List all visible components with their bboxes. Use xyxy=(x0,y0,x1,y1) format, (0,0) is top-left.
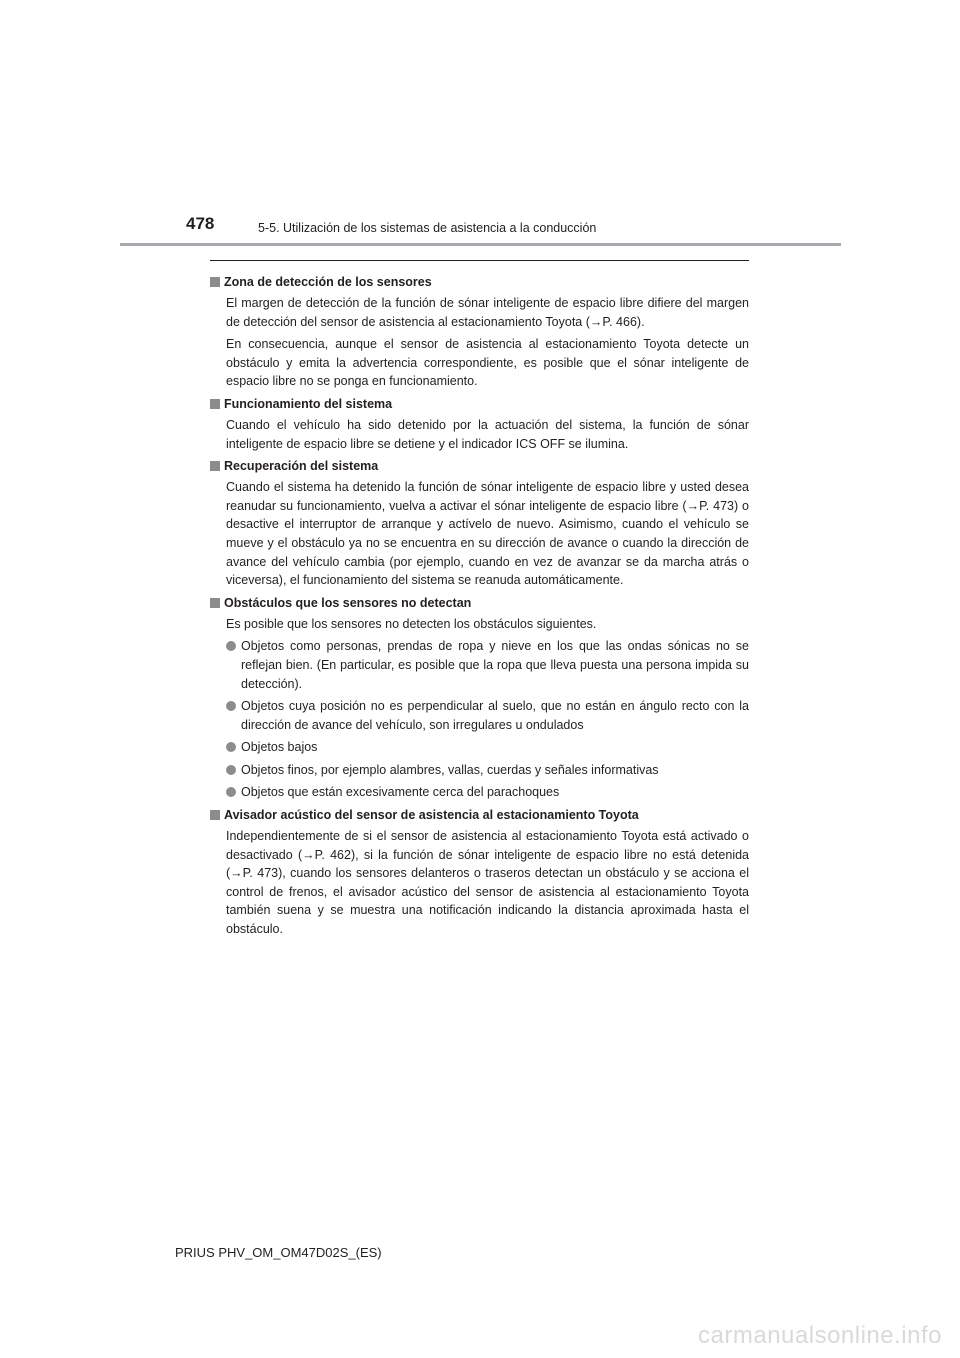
list-item xyxy=(226,738,749,757)
page-header xyxy=(0,0,960,250)
square-bullet-icon xyxy=(210,461,220,471)
square-bullet-icon xyxy=(210,810,220,820)
list-item-text: Objetos como personas, prendas de ropa y nieve en los que las ondas sónicas no se reflejan bien. (En particular, es posible que la ropa que lleva puesta una persona impida su detección). xyxy=(241,639,749,691)
section-parking-assist-buzzer xyxy=(210,807,749,939)
section-system-operation xyxy=(210,396,749,453)
list-item xyxy=(226,783,749,802)
section-title: 5-5. Utilización de los sistemas de asistencia a la conducción xyxy=(258,221,597,235)
paragraph: Cuando el vehículo ha sido detenido por la actuación del sistema, la función de sónar inteligente de espacio libre se detiene y el indicador ICS OFF se ilumina. xyxy=(226,417,749,451)
square-bullet-icon xyxy=(210,399,220,409)
circle-bullet-icon xyxy=(226,787,236,797)
document-id: PRIUS PHV_OM_OM47D02S_(ES) xyxy=(175,1245,382,1260)
list-item xyxy=(226,761,749,780)
square-bullet-icon xyxy=(210,598,220,608)
list-item-text: Objetos cuya posición no es perpendicular al suelo, que no están en ángulo recto con la dirección de avance del vehículo, son irregulares u ondulados xyxy=(241,699,749,732)
list-item-text: Objetos que están excesivamente cerca del parachoques xyxy=(241,785,560,800)
section-title-text: Obstáculos que los sensores no detectan xyxy=(224,595,472,610)
paragraph: Es posible que los sensores no detecten los obstáculos siguientes. xyxy=(226,616,597,631)
paragraph: Independientemente de si el sensor de asistencia al estacionamiento Toyota está activado o desactivado (→P. 462), si la función de sónar inteligente de espacio libre no está detenida (→P. 473), cuando los sensores delanteros o traseros detectan un obstáculo y se acciona el control de frenos, el avisador acústico del sensor de asistencia al estacionamiento Toyota también suena y se muestra una notificación indicando la distancia aproximada hasta el obstáculo. xyxy=(226,829,749,937)
section-undetected-obstacles xyxy=(210,595,749,802)
square-bullet-icon xyxy=(210,277,220,287)
section-heading xyxy=(210,595,749,612)
paragraph: Cuando el sistema ha detenido la función de sónar inteligente de espacio libre y usted desea reanudar su funcionamiento, vuelva a activar el sónar inteligente de espacio libre (→P. 473) o desactive el interruptor de arranque y actívelo de nuevo. Asimismo, cuando el vehículo se mueve y el obstáculo ya no se encuentra en su dirección de avance o cuando la dirección de avance del vehículo cambia (por ejemplo, cuando en vez de avanzar se da marcha atrás o viceversa), el funcionamiento del sistema se reanuda automáticamente. xyxy=(226,480,749,588)
section-title-text: Avisador acústico del sensor de asistencia al estacionamiento Toyota xyxy=(224,808,639,823)
circle-bullet-icon xyxy=(226,701,236,711)
list-item-text: Objetos finos, por ejemplo alambres, vallas, cuerdas y señales informativas xyxy=(241,762,659,777)
paragraph: El margen de detección de la función de sónar inteligente de espacio libre difiere del margen de detección del sensor de asistencia al estacionamiento Toyota (→P. 466). xyxy=(226,296,749,329)
section-title-text: Zona de detección de los sensores xyxy=(224,275,432,289)
circle-bullet-icon xyxy=(226,742,236,752)
circle-bullet-icon xyxy=(226,765,236,775)
section-title-text: Funcionamiento del sistema xyxy=(224,396,393,411)
section-title-text: Recuperación del sistema xyxy=(224,459,379,474)
list-item-text: Objetos bajos xyxy=(241,740,318,755)
section-heading xyxy=(210,396,749,413)
list-item xyxy=(226,697,749,734)
section-sensor-detection-zone xyxy=(210,274,749,391)
circle-bullet-icon xyxy=(226,641,236,651)
list-item xyxy=(226,637,749,693)
paragraph: En consecuencia, aunque el sensor de asistencia al estacionamiento Toyota detecte un obstáculo y emita la advertencia correspondiente, es posible que el sónar inteligente de espacio libre no se ponga en funcionamiento. xyxy=(226,337,749,389)
header-divider xyxy=(120,243,841,246)
section-system-recovery xyxy=(210,458,749,590)
section-heading xyxy=(210,458,749,475)
section-heading xyxy=(210,807,749,824)
page-number: 478 xyxy=(186,214,215,233)
watermark: carmanualsonline.info xyxy=(698,1322,942,1349)
section-heading xyxy=(210,274,749,291)
content-area xyxy=(210,260,749,939)
